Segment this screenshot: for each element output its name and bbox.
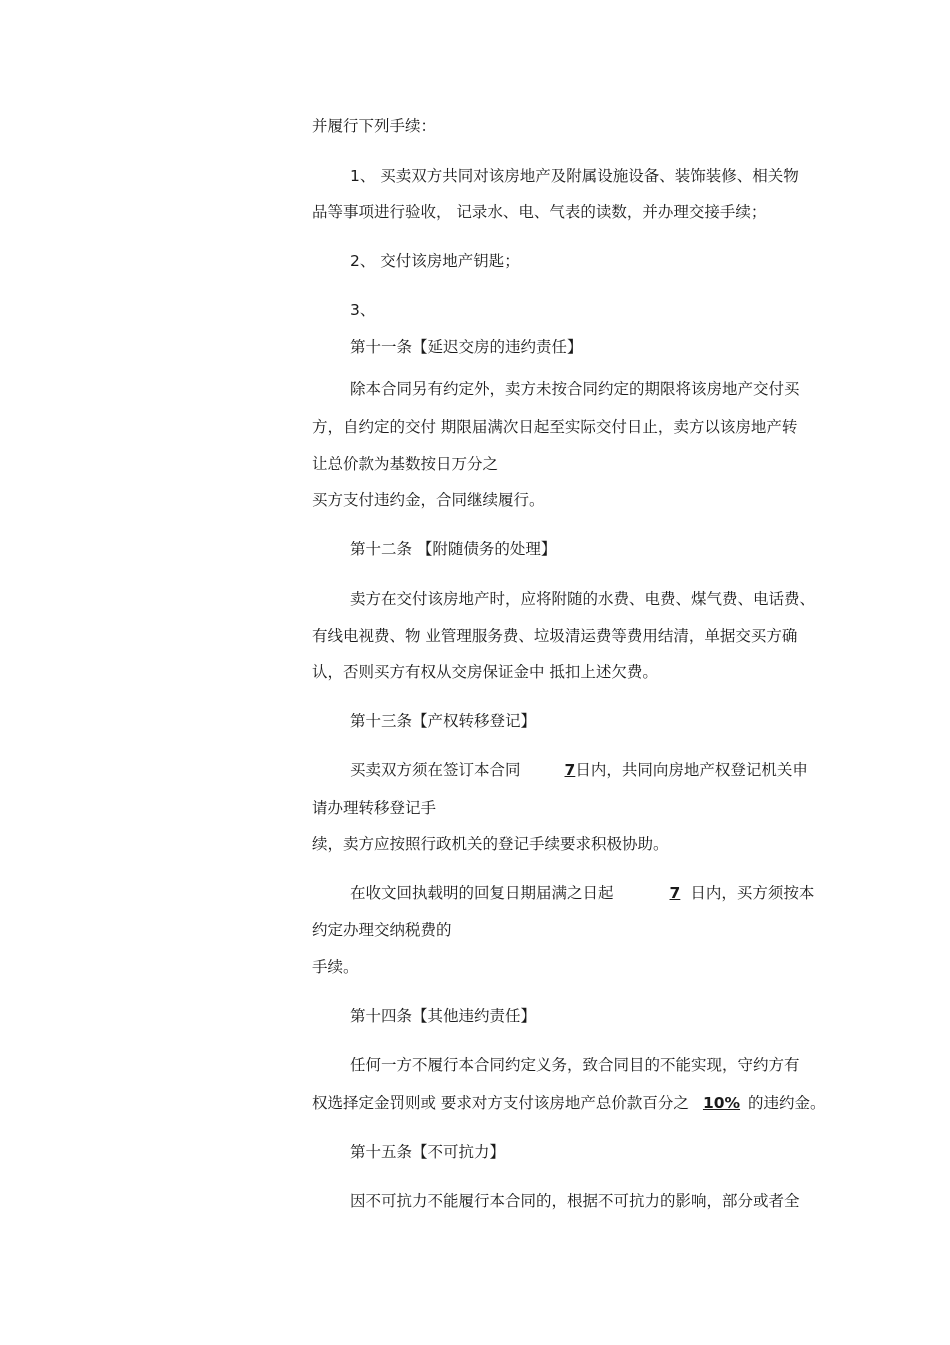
text-line: 1、 买卖双方共同对该房地产及附属设施设备、装饰装修、相关物 [350, 167, 799, 185]
underlined-value: 7 [564, 761, 576, 779]
text-line: 请办理转移登记手 [312, 799, 437, 817]
text-segment: 日内，买方须按本 [690, 884, 815, 902]
text-line [350, 760, 808, 780]
text-line: 除本合同另有约定外，卖方未按合同约定的期限将该房地产交付买 [350, 380, 800, 398]
text-line: 2、 交付该房地产钥匙； [350, 252, 520, 270]
section-heading: 第十一条【延迟交房的违约责任】 [350, 338, 583, 356]
text-line: 让总价款为基数按日万分之 [312, 455, 499, 473]
text-line: 3、 [350, 301, 376, 319]
text-line [350, 883, 814, 903]
text-line: 手续。 [312, 958, 359, 976]
text-line: 认，否则买方有权从交房保证金中 抵扣上述欠费。 [312, 663, 658, 681]
section-heading: 第十三条【产权转移登记】 [350, 712, 537, 730]
underlined-value: 10% [702, 1094, 741, 1112]
text-segment: 的违约金。 [748, 1094, 826, 1112]
text-line: 并履行下列手续： [312, 117, 437, 135]
text-segment: 日内，共同向房地产权登记机关申 [575, 761, 808, 779]
section-heading: 第十二条 【附随债务的处理】 [350, 540, 557, 558]
text-line: 续，卖方应按照行政机关的登记手续要求积极协助。 [312, 835, 669, 853]
text-segment: 权选择定金罚则或 要求对方支付该房地产总价款百分之 [312, 1094, 689, 1112]
text-segment: 在收文回执载明的回复日期届满之日起 [350, 884, 614, 902]
text-line: 约定办理交纳税费的 [312, 921, 452, 939]
text-line: 任何一方不履行本合同约定义务，致合同目的不能实现，守约方有 [350, 1056, 800, 1074]
underlined-value: 7 [669, 884, 681, 902]
text-line: 方，自约定的交付 期限届满次日起至实际交付日止，卖方以该房地产转 [312, 418, 798, 436]
text-segment: 买卖双方须在签订本合同 [350, 761, 521, 779]
text-line: 有线电视费、物 业管理服务费、垃圾清运费等费用结清，单据交买方确 [312, 627, 798, 645]
section-heading: 第十五条【不可抗力】 [350, 1143, 506, 1161]
text-line: 因不可抗力不能履行本合同的，根据不可抗力的影响，部分或者全 [350, 1192, 800, 1210]
section-heading: 第十四条【其他违约责任】 [350, 1007, 537, 1025]
text-line: 买方支付违约金，合同继续履行。 [312, 491, 545, 509]
text-line [312, 1093, 826, 1113]
text-line: 卖方在交付该房地产时，应将附随的水费、电费、煤气费、电话费、 [350, 590, 816, 608]
text-line: 品等事项进行验收， 记录水、电、气表的读数，并办理交接手续； [312, 203, 767, 221]
